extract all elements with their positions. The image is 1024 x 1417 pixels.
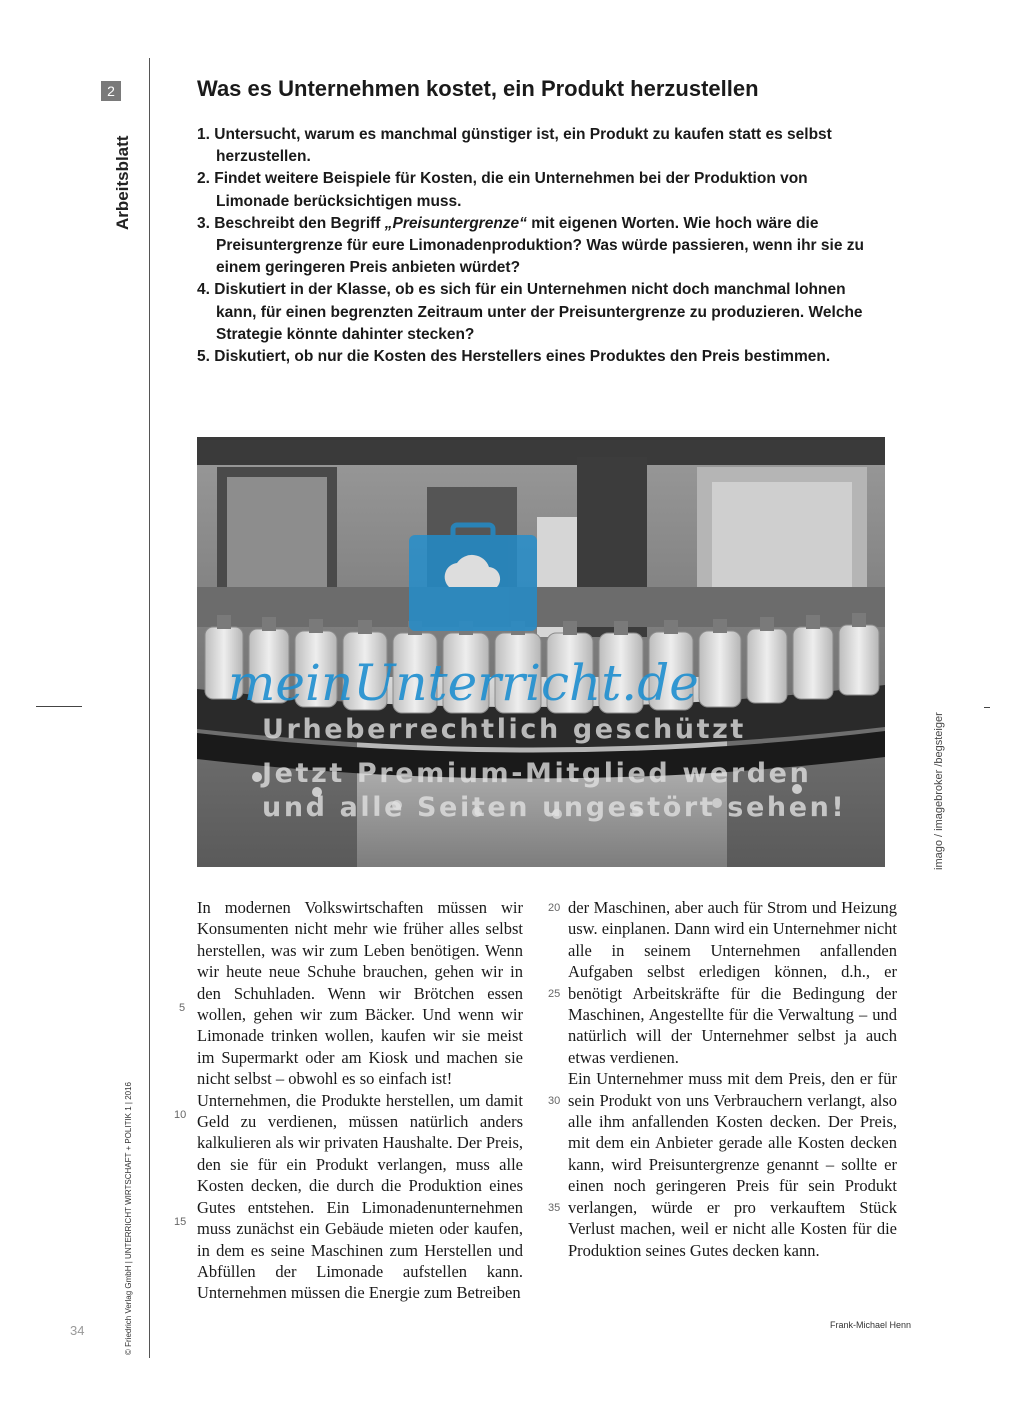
copyright-notice: © Friedrich Verlag GmbH | UNTERRICHT WIRTSCHAFT + POLITIK 1 | 2016 [124,1081,133,1355]
line-number: 25 [548,988,561,1000]
author-name: Frank-Michael Henn [830,1320,912,1330]
task-item: 2. Findet weitere Beispiele für Kosten, die ein Unternehmen bei der Produktion von Limonade berücksichtigen muss. [197,170,808,210]
section-number-badge: 2 [101,81,121,101]
task-item: 4. Diskutiert in der Klasse, ob es sich für ein Unternehmen nicht doch manchmal lohnen kann, für einen begrenzten Zeitraum unter der Preisuntergrenze zu produzieren. Welche Strategie könnte dahinter stecken? [197,281,863,343]
watermark-line: Urheberrechtlich geschützt [262,714,746,745]
line-number: 15 [174,1216,187,1228]
line-number: 20 [548,902,561,914]
body-paragraph: Unternehmen, die Produkte herstellen, um damit Geld zu verdienen, müssen natürlich anders kalkulieren als wir privaten Haushalte. Der Preis, den sie für ein Produkt verlangen, muss alle Kosten decken, die durch die Produktion eines Gutes entstehen. Ein Limonadenunternehmen muss zunächst ein Gebäude mieten oder kaufen, in dem es seine Maschinen zum Herstellen und Abfüllen der Limonade aufstellen kann. Unternehmen müssen die Energie zum Betreiben [197,1090,523,1303]
line-number: 30 [548,1095,561,1107]
page-title: Was es Unternehmen kostet, ein Produkt herzustellen [197,76,759,101]
body-paragraph: Ein Unternehmer muss mit dem Preis, den er für sein Produkt von uns Verbrauchern verlangt, also alle ihm anfallenden Kosten decken. Der Preis, mit dem ein Anbieter gerade alle Kosten decken kann, wird Preisuntergrenze genannt – sollte er einen noch geringeren Preis für sein Produkt verlangen, würde er pro verkauftem Stück Verlust machen, weil er nicht alle Kosten für die Produktion seines Gutes decken kann. [568,1069,897,1260]
fold-mark-left [36,706,82,707]
body-column-left [197,897,523,1304]
line-number: 35 [548,1202,561,1214]
task-list [197,124,877,368]
task-item: 1. Untersucht, warum es manchmal günstiger ist, ein Produkt zu kaufen statt es selbst herzustellen. [197,126,832,166]
page-number: 34 [70,1323,85,1338]
watermark-line: und alle Seiten ungestört sehen! [262,792,847,823]
line-number: 10 [174,1109,187,1121]
fold-mark-right [984,707,990,708]
watermark-line: Jetzt Premium-Mitglied werden [262,758,812,789]
body-paragraph: In modernen Volkswirtschaften müssen wir Konsumenten nicht mehr wie früher alles selbst herstellen, was wir zum Leben benötigen. Wenn wir heute neue Schuhe brauchen, gehen wir in den Schuhladen. Wenn wir Brötchen essen wollen, gehen wir zum Bäcker. Und wenn wir Limonade trinken wollen, kaufen wir sie meist im Supermarkt oder am Kiosk und machen sie nicht selbst – obwohl es so einfach ist! [197,898,523,1089]
watermark-brand: meinUnterricht.de [228,654,699,712]
photo-credit: imago / imagebroker /begsteiger [933,712,945,870]
worksheet-label: Arbeitsblatt [113,135,132,230]
body-column-right [568,897,897,1261]
line-number: 5 [179,1002,186,1014]
margin-divider [149,58,150,1358]
task-item: 3. Beschreibt den Begriff „Preisuntergrenze“ mit eigenen Worten. Wie hoch wäre die Preisuntergrenze für eure Limonadenproduktion? Was würde passieren, wenn ihr sie zu einem geringeren Preis anbieten würdet? [197,214,864,277]
task-item: 5. Diskutiert, ob nur die Kosten des Herstellers eines Produktes den Preis bestimmen. [197,348,831,366]
body-paragraph-continued: der Maschinen, aber auch für Strom und Heizung usw. einplanen. Dann wird ein Unternehmer nicht alle in seinem Unternehmen anfallenden Aufgaben selbst erledigen können, d.h., er benötigt Arbeitskräfte für die Bedingung der Maschinen, Angestellte für die Verwaltung – und natürlich will der Unternehmer selbst ja auch etwas verdienen. [568,898,897,1067]
